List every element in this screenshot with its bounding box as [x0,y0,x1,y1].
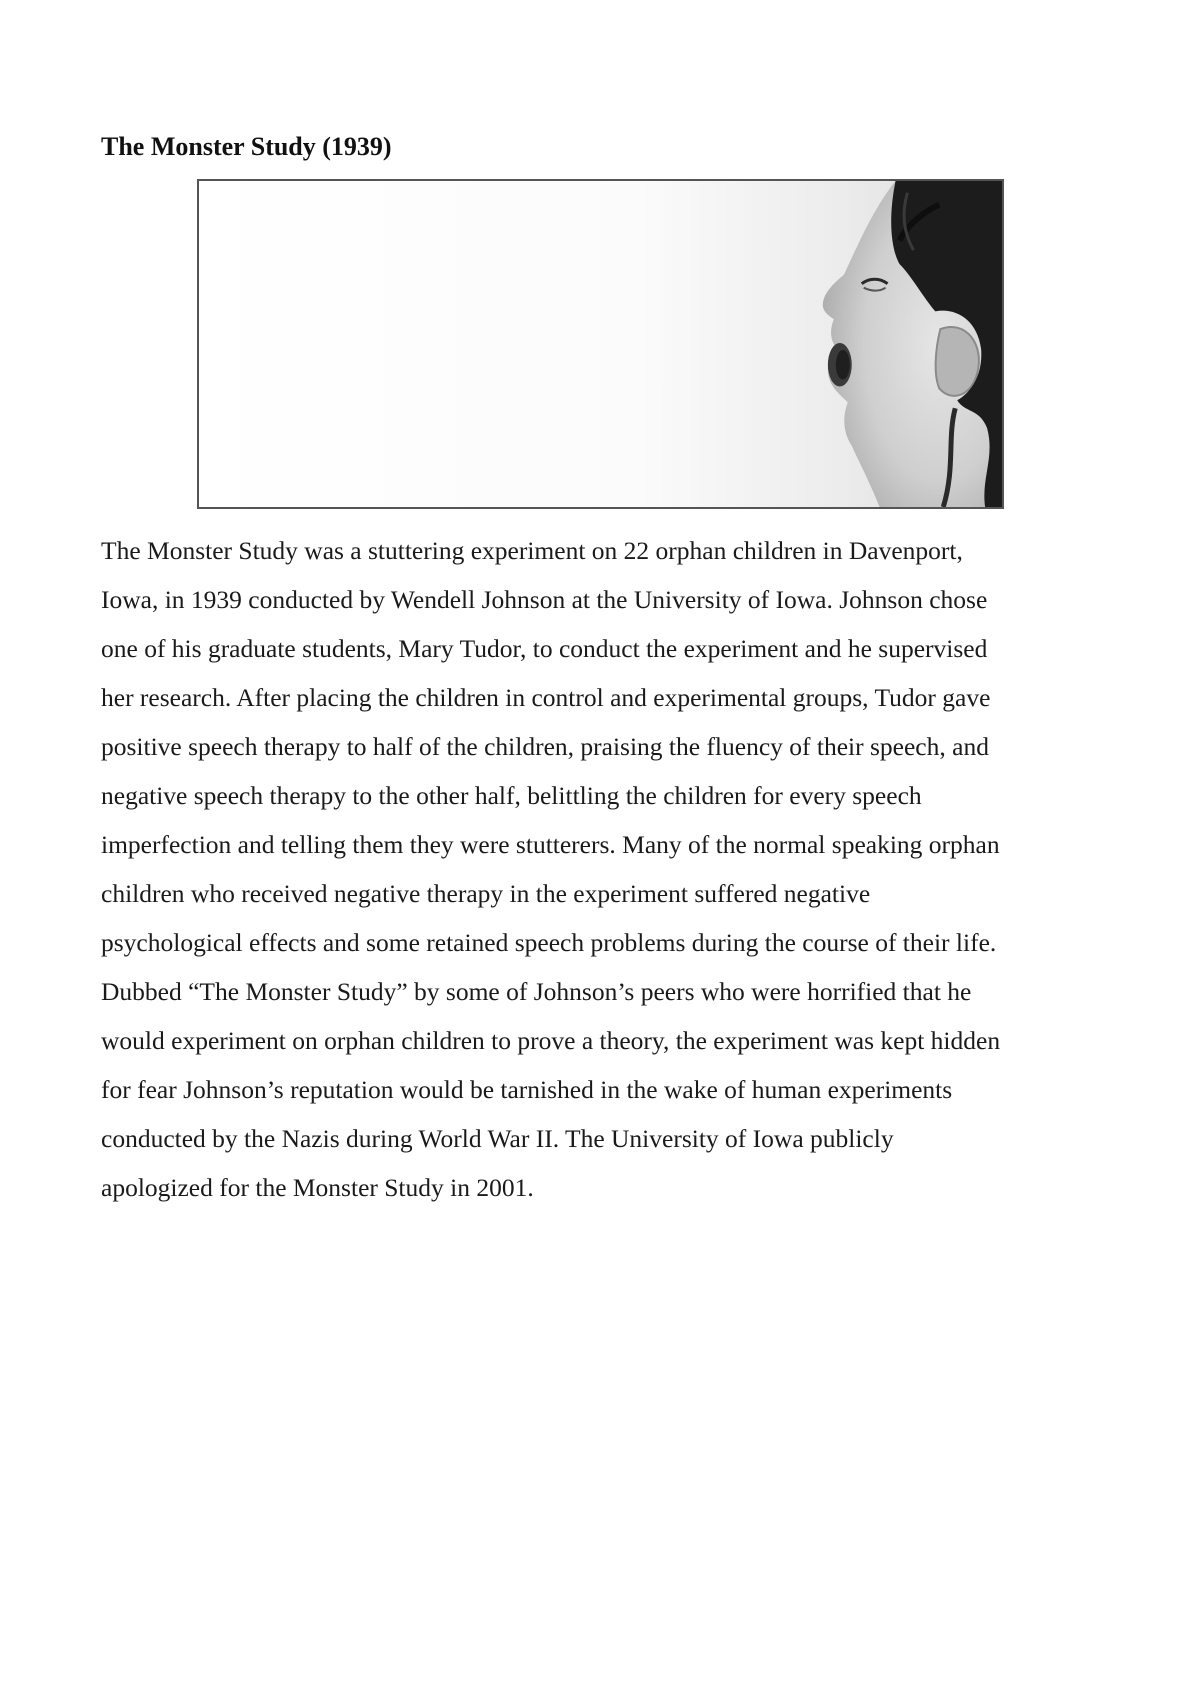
paragraph-line: Iowa, in 1939 conducted by Wendell Johnson at the University of Iowa. Johnson chose [101,585,988,614]
paragraph-line: negative speech therapy to the other half, belittling the children for every speech [101,781,922,810]
article-paragraph [101,526,1111,1212]
photo-icon [199,181,1002,507]
paragraph-line: for fear Johnson’s reputation would be tarnished in the wake of human experiments [101,1075,953,1104]
paragraph-line: one of his graduate students, Mary Tudor, to conduct the experiment and he supervised [101,634,988,663]
paragraph-line: would experiment on orphan children to prove a theory, the experiment was kept hidden [101,1026,1001,1055]
paragraph-line: The Monster Study was a stuttering experiment on 22 orphan children in Davenport, [101,536,963,565]
paragraph-line: Dubbed “The Monster Study” by some of Johnson’s peers who were horrified that he [101,977,972,1006]
paragraph-line: children who received negative therapy in the experiment suffered negative [101,879,871,908]
paragraph-line: psychological effects and some retained speech problems during the course of their life. [101,928,997,957]
document-title: The Monster Study (1939) [101,132,392,161]
paragraph-line: positive speech therapy to half of the children, praising the fluency of their speech, and [101,732,989,761]
paragraph-line: her research. After placing the children in control and experimental groups, Tudor gave [101,683,991,712]
child-profile-photo [197,179,1004,509]
paragraph-line: apologized for the Monster Study in 2001. [101,1173,534,1202]
paragraph-line: conducted by the Nazis during World War II. The University of Iowa publicly [101,1124,894,1153]
paragraph-line: imperfection and telling them they were stutterers. Many of the normal speaking orphan [101,830,1000,859]
